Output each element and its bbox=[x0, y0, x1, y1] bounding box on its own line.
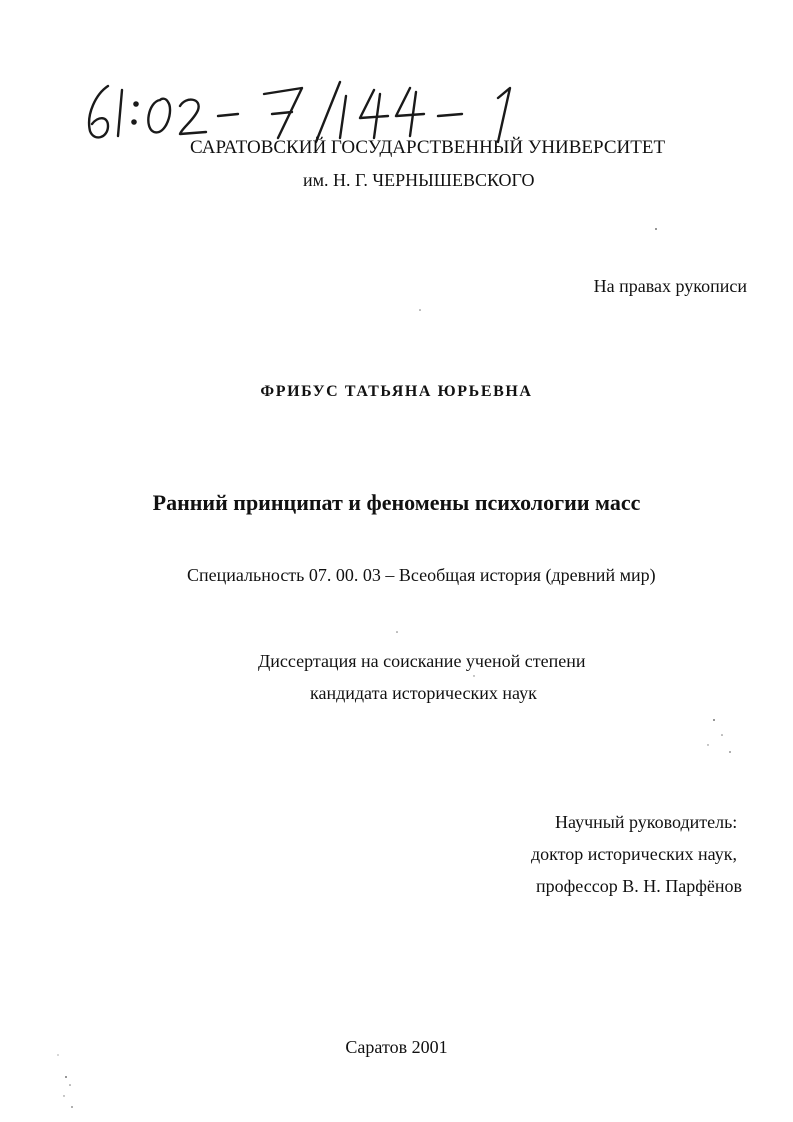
supervisor-name: профессор В. Н. Парфёнов bbox=[536, 876, 742, 896]
handwritten-signature-image bbox=[78, 76, 548, 146]
specialty-line: Специальность 07. 00. 03 – Всеобщая история (древний мир) bbox=[187, 565, 656, 585]
degree-line-1: Диссертация на соискание ученой степени bbox=[258, 651, 586, 671]
dissertation-title: Ранний принципат и феномены психологии масс bbox=[152, 490, 641, 515]
manuscript-rights-note: На правах рукописи bbox=[593, 276, 747, 296]
author-name: ФРИБУС ТАТЬЯНА ЮРЬЕВНА bbox=[260, 383, 533, 400]
university-subtitle: им. Н. Г. ЧЕРНЫШЕВСКОГО bbox=[303, 170, 535, 190]
city-year: Саратов 2001 bbox=[345, 1037, 448, 1057]
supervisor-degree: доктор исторических наук, bbox=[531, 844, 737, 864]
supervisor-label: Научный руководитель: bbox=[555, 812, 738, 832]
handwritten-catalog-number bbox=[78, 76, 548, 146]
university-name: САРАТОВСКИЙ ГОСУДАРСТВЕННЫЙ УНИВЕРСИТЕТ bbox=[190, 137, 666, 158]
degree-line-2: кандидата исторических наук bbox=[310, 683, 537, 703]
